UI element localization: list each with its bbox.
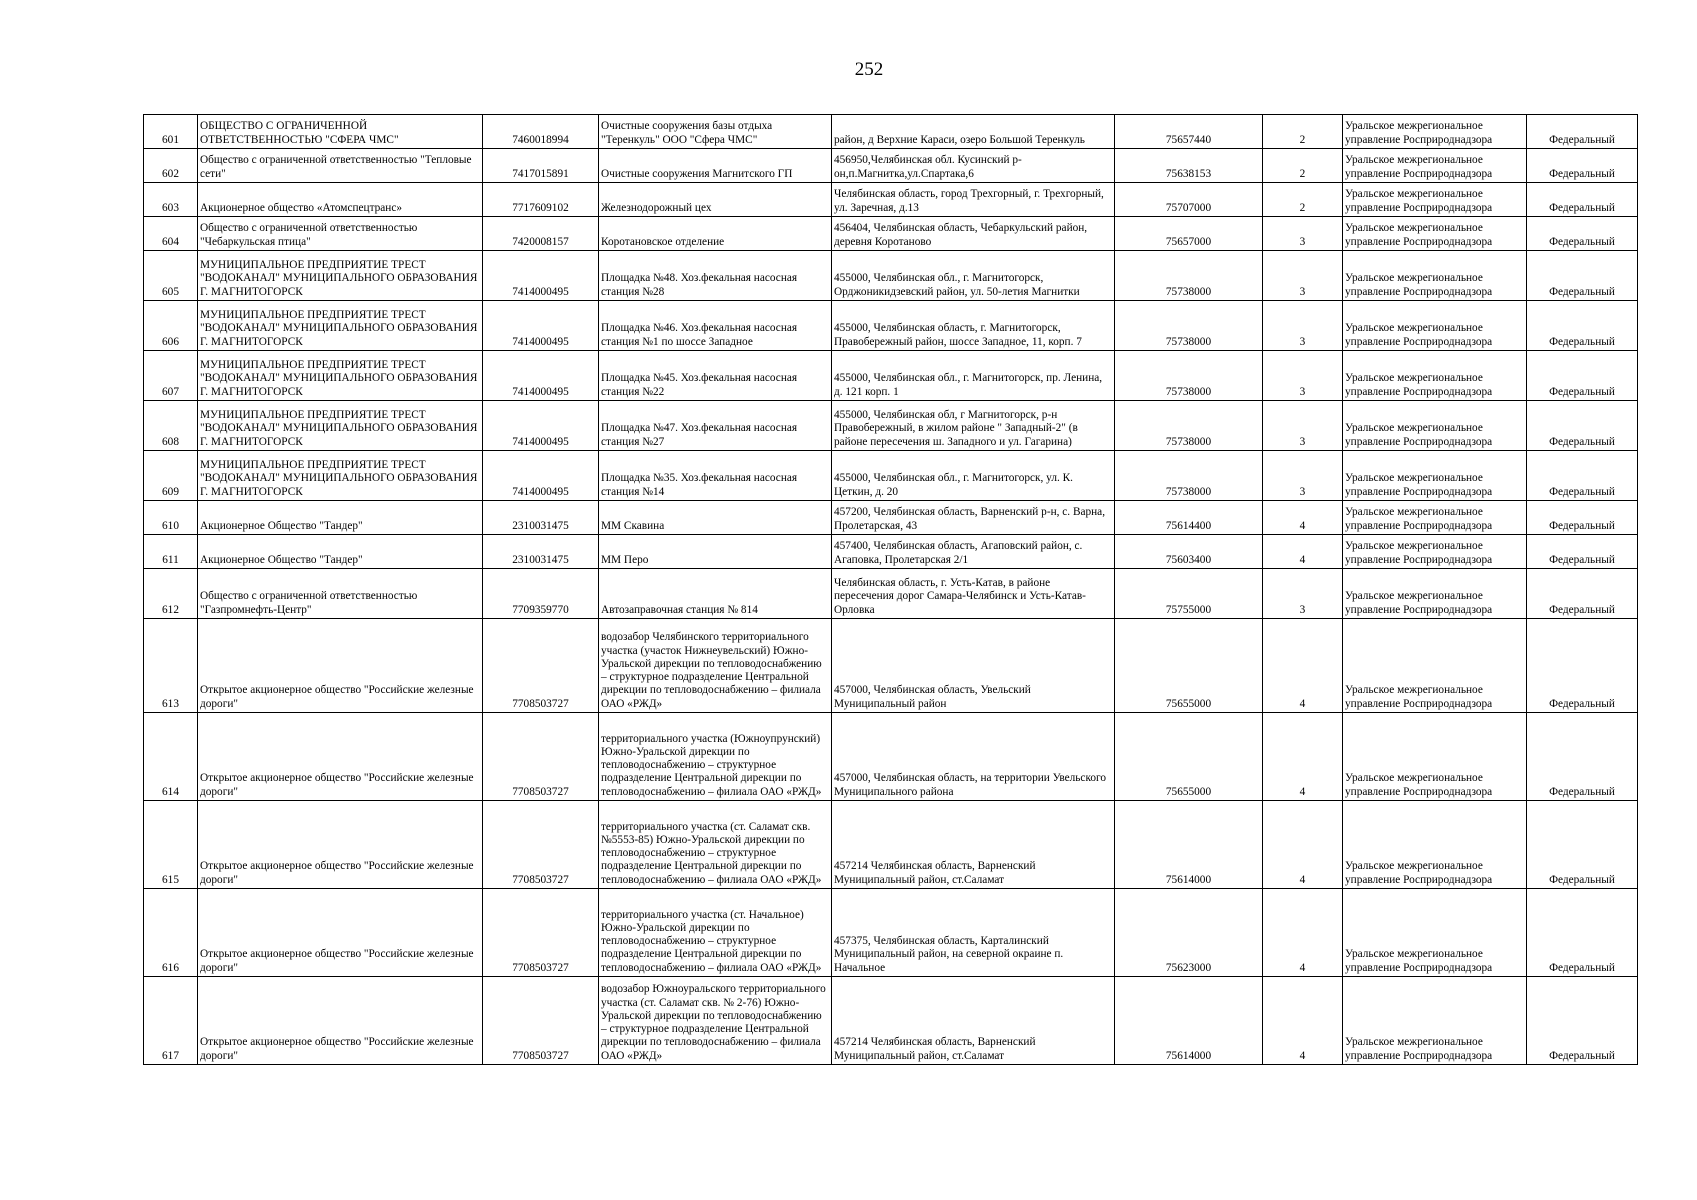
supervising-agency-cell: Уральское межрегиональное управление Росприроднадзора — [1343, 401, 1527, 451]
oktmo-code-cell: 75657440 — [1115, 115, 1263, 149]
object-address-cell: 455000, Челябинская обл., г. Магнитогорск, ул. К. Цеткин, д. 20 — [832, 451, 1115, 501]
organization-name-cell: Открытое акционерное общество "Российские железные дороги" — [198, 713, 483, 801]
inn-cell: 7414000495 — [483, 451, 599, 501]
inn-cell: 7708503727 — [483, 619, 599, 713]
object-address-cell: 457000, Челябинская область, на территории Увельского Муниципального района — [832, 713, 1115, 801]
supervision-level-cell: Федеральный — [1527, 251, 1638, 301]
supervision-level-cell: Федеральный — [1527, 401, 1638, 451]
row-number-cell: 616 — [144, 889, 198, 977]
row-number-cell: 605 — [144, 251, 198, 301]
inn-cell: 2310031475 — [483, 535, 599, 569]
organization-name-cell: Акционерное Общество "Тандер" — [198, 535, 483, 569]
supervising-agency-cell: Уральское межрегиональное управление Росприроднадзора — [1343, 889, 1527, 977]
category-cell: 2 — [1263, 149, 1343, 183]
row-number-cell: 610 — [144, 501, 198, 535]
table-row — [144, 713, 1638, 801]
category-cell: 4 — [1263, 535, 1343, 569]
row-number-cell: 609 — [144, 451, 198, 501]
object-name-cell: Автозаправочная станция № 814 — [599, 569, 832, 619]
supervising-agency-cell: Уральское межрегиональное управление Росприроднадзора — [1343, 301, 1527, 351]
object-name-cell: Очистные сооружения базы отдыха "Теренкуль" ООО "Сфера ЧМС" — [599, 115, 832, 149]
registry-table — [143, 114, 1638, 1065]
supervising-agency-cell: Уральское межрегиональное управление Росприроднадзора — [1343, 535, 1527, 569]
oktmo-code-cell: 75738000 — [1115, 351, 1263, 401]
supervision-level-cell: Федеральный — [1527, 351, 1638, 401]
category-cell: 4 — [1263, 713, 1343, 801]
inn-cell: 7708503727 — [483, 801, 599, 889]
organization-name-cell: Общество с ограниченной ответственностью "Тепловые сети" — [198, 149, 483, 183]
supervision-level-cell: Федеральный — [1527, 451, 1638, 501]
page-number: 252 — [854, 59, 884, 80]
object-address-cell: 457000, Челябинская область, Увельский Муниципальный район — [832, 619, 1115, 713]
oktmo-code-cell: 75738000 — [1115, 251, 1263, 301]
category-cell: 4 — [1263, 801, 1343, 889]
object-name-cell: водозабор Челябинского территориального участка (участок Нижнеувельский) Южно-Уральской дирекции по тепловодоснабжению – структурное подразделение Центральной дирекции по тепловодоснабжению – филиала ОАО «РЖД» — [599, 619, 832, 713]
inn-cell: 7708503727 — [483, 889, 599, 977]
object-name-cell: территориального участка (ст. Начальное) Южно-Уральской дирекции по тепловодоснабжению – структурное подразделение Центральной дирекции по тепловодоснабжению – филиала ОАО «РЖД» — [599, 889, 832, 977]
oktmo-code-cell: 75738000 — [1115, 451, 1263, 501]
supervision-level-cell: Федеральный — [1527, 217, 1638, 251]
object-name-cell: Очистные сооружения Магнитского ГП — [599, 149, 832, 183]
registry-rows — [144, 115, 1638, 1065]
object-address-cell: 455000, Челябинская обл, г Магнитогорск, р-н Правобережный, в жилом районе " Западный-2" (в районе пересечения ш. Западного и ул. Гагарина) — [832, 401, 1115, 451]
table-row — [144, 183, 1638, 217]
organization-name-cell: Акционерное Общество "Тандер" — [198, 501, 483, 535]
supervising-agency-cell: Уральское межрегиональное управление Росприроднадзора — [1343, 115, 1527, 149]
row-number-cell: 607 — [144, 351, 198, 401]
supervision-level-cell: Федеральный — [1527, 535, 1638, 569]
supervising-agency-cell: Уральское межрегиональное управление Росприроднадзора — [1343, 217, 1527, 251]
inn-cell: 7420008157 — [483, 217, 599, 251]
category-cell: 4 — [1263, 619, 1343, 713]
category-cell: 3 — [1263, 301, 1343, 351]
oktmo-code-cell: 75603400 — [1115, 535, 1263, 569]
organization-name-cell: МУНИЦИПАЛЬНОЕ ПРЕДПРИЯТИЕ ТРЕСТ "ВОДОКАНАЛ" МУНИЦИПАЛЬНОГО ОБРАЗОВАНИЯ Г. МАГНИТОГОРСК — [198, 401, 483, 451]
row-number-cell: 613 — [144, 619, 198, 713]
inn-cell: 2310031475 — [483, 501, 599, 535]
supervising-agency-cell: Уральское межрегиональное управление Росприроднадзора — [1343, 351, 1527, 401]
supervision-level-cell: Федеральный — [1527, 619, 1638, 713]
organization-name-cell: Открытое акционерное общество "Российские железные дороги" — [198, 889, 483, 977]
table-row — [144, 301, 1638, 351]
table-row — [144, 619, 1638, 713]
row-number-cell: 612 — [144, 569, 198, 619]
supervision-level-cell: Федеральный — [1527, 713, 1638, 801]
object-address-cell: 457375, Челябинская область, Карталинский Муниципальный район, на северной окраине п. Начальное — [832, 889, 1115, 977]
supervision-level-cell: Федеральный — [1527, 801, 1638, 889]
category-cell: 2 — [1263, 183, 1343, 217]
object-address-cell: 457400, Челябинская область, Агаповский район, с. Агаповка, Пролетарская 2/1 — [832, 535, 1115, 569]
supervising-agency-cell: Уральское межрегиональное управление Росприроднадзора — [1343, 451, 1527, 501]
inn-cell: 7708503727 — [483, 713, 599, 801]
table-row — [144, 149, 1638, 183]
supervision-level-cell: Федеральный — [1527, 977, 1638, 1065]
category-cell: 3 — [1263, 217, 1343, 251]
supervision-level-cell: Федеральный — [1527, 501, 1638, 535]
table-row — [144, 569, 1638, 619]
object-name-cell: территориального участка (Южноупрунский) Южно-Уральской дирекции по тепловодоснабжению – структурное подразделение Центральной дирекции по тепловодоснабжению – филиала ОАО «РЖД» — [599, 713, 832, 801]
inn-cell: 7709359770 — [483, 569, 599, 619]
oktmo-code-cell: 75738000 — [1115, 401, 1263, 451]
table-row — [144, 501, 1638, 535]
category-cell: 3 — [1263, 351, 1343, 401]
object-name-cell: Площадка №35. Хоз.фекальная насосная станция №14 — [599, 451, 832, 501]
oktmo-code-cell: 75638153 — [1115, 149, 1263, 183]
supervision-level-cell: Федеральный — [1527, 301, 1638, 351]
table-row — [144, 451, 1638, 501]
supervising-agency-cell: Уральское межрегиональное управление Росприроднадзора — [1343, 251, 1527, 301]
oktmo-code-cell: 75614000 — [1115, 801, 1263, 889]
inn-cell: 7414000495 — [483, 251, 599, 301]
table-row — [144, 351, 1638, 401]
table-row — [144, 115, 1638, 149]
supervising-agency-cell: Уральское межрегиональное управление Росприроднадзора — [1343, 801, 1527, 889]
object-address-cell: 455000, Челябинская область, г. Магнитогорск, Правобережный район, шоссе Западное, 11, корп. 7 — [832, 301, 1115, 351]
row-number-cell: 601 — [144, 115, 198, 149]
oktmo-code-cell: 75707000 — [1115, 183, 1263, 217]
object-address-cell: 455000, Челябинская обл., г. Магнитогорск, пр. Ленина, д. 121 корп. 1 — [832, 351, 1115, 401]
supervising-agency-cell: Уральское межрегиональное управление Росприроднадзора — [1343, 149, 1527, 183]
supervision-level-cell: Федеральный — [1527, 115, 1638, 149]
object-address-cell: 456404, Челябинская область, Чебаркульский район, деревня Коротаново — [832, 217, 1115, 251]
object-name-cell: Железнодорожный цех — [599, 183, 832, 217]
oktmo-code-cell: 75614400 — [1115, 501, 1263, 535]
object-name-cell: Площадка №45. Хоз.фекальная насосная станция №22 — [599, 351, 832, 401]
category-cell: 3 — [1263, 401, 1343, 451]
supervising-agency-cell: Уральское межрегиональное управление Росприроднадзора — [1343, 569, 1527, 619]
object-address-cell: 457214 Челябинская область, Варненский Муниципальный район, ст.Саламат — [832, 801, 1115, 889]
object-name-cell: ММ Перо — [599, 535, 832, 569]
category-cell: 3 — [1263, 451, 1343, 501]
organization-name-cell: Открытое акционерное общество "Российские железные дороги" — [198, 619, 483, 713]
oktmo-code-cell: 75614000 — [1115, 977, 1263, 1065]
object-name-cell: Площадка №46. Хоз.фекальная насосная станция №1 по шоссе Западное — [599, 301, 832, 351]
supervising-agency-cell: Уральское межрегиональное управление Росприроднадзора — [1343, 183, 1527, 217]
object-name-cell: водозабор Южноуральского территориального участка (ст. Саламат скв. № 2-76) Южно-Уральской дирекции по тепловодоснабжению – структурное подразделение Центральной дирекции по тепловодоснабжению – филиала ОАО «РЖД» — [599, 977, 832, 1065]
inn-cell: 7717609102 — [483, 183, 599, 217]
row-number-cell: 614 — [144, 713, 198, 801]
object-name-cell: ММ Скавина — [599, 501, 832, 535]
object-address-cell: Челябинская область, г. Усть-Катав, в районе пересечения дорог Самара-Челябинск и Усть-Катав-Орловка — [832, 569, 1115, 619]
oktmo-code-cell: 75655000 — [1115, 619, 1263, 713]
category-cell: 3 — [1263, 251, 1343, 301]
organization-name-cell: Общество с ограниченной ответственностью "Чебаркульская птица" — [198, 217, 483, 251]
row-number-cell: 606 — [144, 301, 198, 351]
category-cell: 2 — [1263, 115, 1343, 149]
oktmo-code-cell: 75738000 — [1115, 301, 1263, 351]
object-address-cell: 457214 Челябинская область, Варненский Муниципальный район, ст.Саламат — [832, 977, 1115, 1065]
oktmo-code-cell: 75755000 — [1115, 569, 1263, 619]
oktmo-code-cell: 75623000 — [1115, 889, 1263, 977]
inn-cell: 7708503727 — [483, 977, 599, 1065]
organization-name-cell: МУНИЦИПАЛЬНОЕ ПРЕДПРИЯТИЕ ТРЕСТ "ВОДОКАНАЛ" МУНИЦИПАЛЬНОГО ОБРАЗОВАНИЯ Г. МАГНИТОГОРСК — [198, 451, 483, 501]
object-address-cell: Челябинская область, город Трехгорный, г. Трехгорный, ул. Заречная, д.13 — [832, 183, 1115, 217]
organization-name-cell: МУНИЦИПАЛЬНОЕ ПРЕДПРИЯТИЕ ТРЕСТ "ВОДОКАНАЛ" МУНИЦИПАЛЬНОГО ОБРАЗОВАНИЯ Г. МАГНИТОГОРСК — [198, 251, 483, 301]
category-cell: 3 — [1263, 569, 1343, 619]
organization-name-cell: Открытое акционерное общество "Российские железные дороги" — [198, 801, 483, 889]
object-address-cell: район, д Верхние Караси, озеро Большой Теренкуль — [832, 115, 1115, 149]
organization-name-cell: МУНИЦИПАЛЬНОЕ ПРЕДПРИЯТИЕ ТРЕСТ "ВОДОКАНАЛ" МУНИЦИПАЛЬНОГО ОБРАЗОВАНИЯ Г. МАГНИТОГОРСК — [198, 301, 483, 351]
supervising-agency-cell: Уральское межрегиональное управление Росприроднадзора — [1343, 501, 1527, 535]
row-number-cell: 604 — [144, 217, 198, 251]
organization-name-cell: ОБЩЕСТВО С ОГРАНИЧЕННОЙ ОТВЕТСТВЕННОСТЬЮ "СФЕРА ЧМС" — [198, 115, 483, 149]
organization-name-cell: Открытое акционерное общество "Российские железные дороги" — [198, 977, 483, 1065]
supervision-level-cell: Федеральный — [1527, 889, 1638, 977]
object-address-cell: 456950,Челябинская обл. Кусинский р-он,п.Магнитка,ул.Спартака,6 — [832, 149, 1115, 183]
inn-cell: 7417015891 — [483, 149, 599, 183]
supervision-level-cell: Федеральный — [1527, 569, 1638, 619]
row-number-cell: 611 — [144, 535, 198, 569]
category-cell: 4 — [1263, 501, 1343, 535]
supervising-agency-cell: Уральское межрегиональное управление Росприроднадзора — [1343, 713, 1527, 801]
oktmo-code-cell: 75657000 — [1115, 217, 1263, 251]
object-name-cell: Площадка №48. Хоз.фекальная насосная станция №28 — [599, 251, 832, 301]
organization-name-cell: МУНИЦИПАЛЬНОЕ ПРЕДПРИЯТИЕ ТРЕСТ "ВОДОКАНАЛ" МУНИЦИПАЛЬНОГО ОБРАЗОВАНИЯ Г. МАГНИТОГОРСК — [198, 351, 483, 401]
row-number-cell: 602 — [144, 149, 198, 183]
category-cell: 4 — [1263, 889, 1343, 977]
object-name-cell: Коротановское отделение — [599, 217, 832, 251]
object-name-cell: территориального участка (ст. Саламат скв. №5553-85) Южно-Уральской дирекции по тепловодоснабжению – структурное подразделение Центральной дирекции по тепловодоснабжению – филиала ОАО «РЖД» — [599, 801, 832, 889]
supervising-agency-cell: Уральское межрегиональное управление Росприроднадзора — [1343, 619, 1527, 713]
object-name-cell: Площадка №47. Хоз.фекальная насосная станция №27 — [599, 401, 832, 451]
category-cell: 4 — [1263, 977, 1343, 1065]
table-row — [144, 251, 1638, 301]
object-address-cell: 455000, Челябинская обл., г. Магнитогорск, Орджоникидзевский район, ул. 50-летия Магнитки — [832, 251, 1115, 301]
organization-name-cell: Акционерное общество «Атомспецтранс» — [198, 183, 483, 217]
inn-cell: 7414000495 — [483, 301, 599, 351]
oktmo-code-cell: 75655000 — [1115, 713, 1263, 801]
table-row — [144, 401, 1638, 451]
object-address-cell: 457200, Челябинская область, Варненский р-н, с. Варна, Пролетарская, 43 — [832, 501, 1115, 535]
supervising-agency-cell: Уральское межрегиональное управление Росприроднадзора — [1343, 977, 1527, 1065]
row-number-cell: 603 — [144, 183, 198, 217]
supervision-level-cell: Федеральный — [1527, 183, 1638, 217]
table-row — [144, 977, 1638, 1065]
organization-name-cell: Общество с ограниченной ответственностью "Газпромнефть-Центр" — [198, 569, 483, 619]
inn-cell: 7460018994 — [483, 115, 599, 149]
row-number-cell: 608 — [144, 401, 198, 451]
table-row — [144, 535, 1638, 569]
table-row — [144, 889, 1638, 977]
row-number-cell: 615 — [144, 801, 198, 889]
supervision-level-cell: Федеральный — [1527, 149, 1638, 183]
table-row — [144, 801, 1638, 889]
row-number-cell: 617 — [144, 977, 198, 1065]
inn-cell: 7414000495 — [483, 401, 599, 451]
inn-cell: 7414000495 — [483, 351, 599, 401]
table-row — [144, 217, 1638, 251]
